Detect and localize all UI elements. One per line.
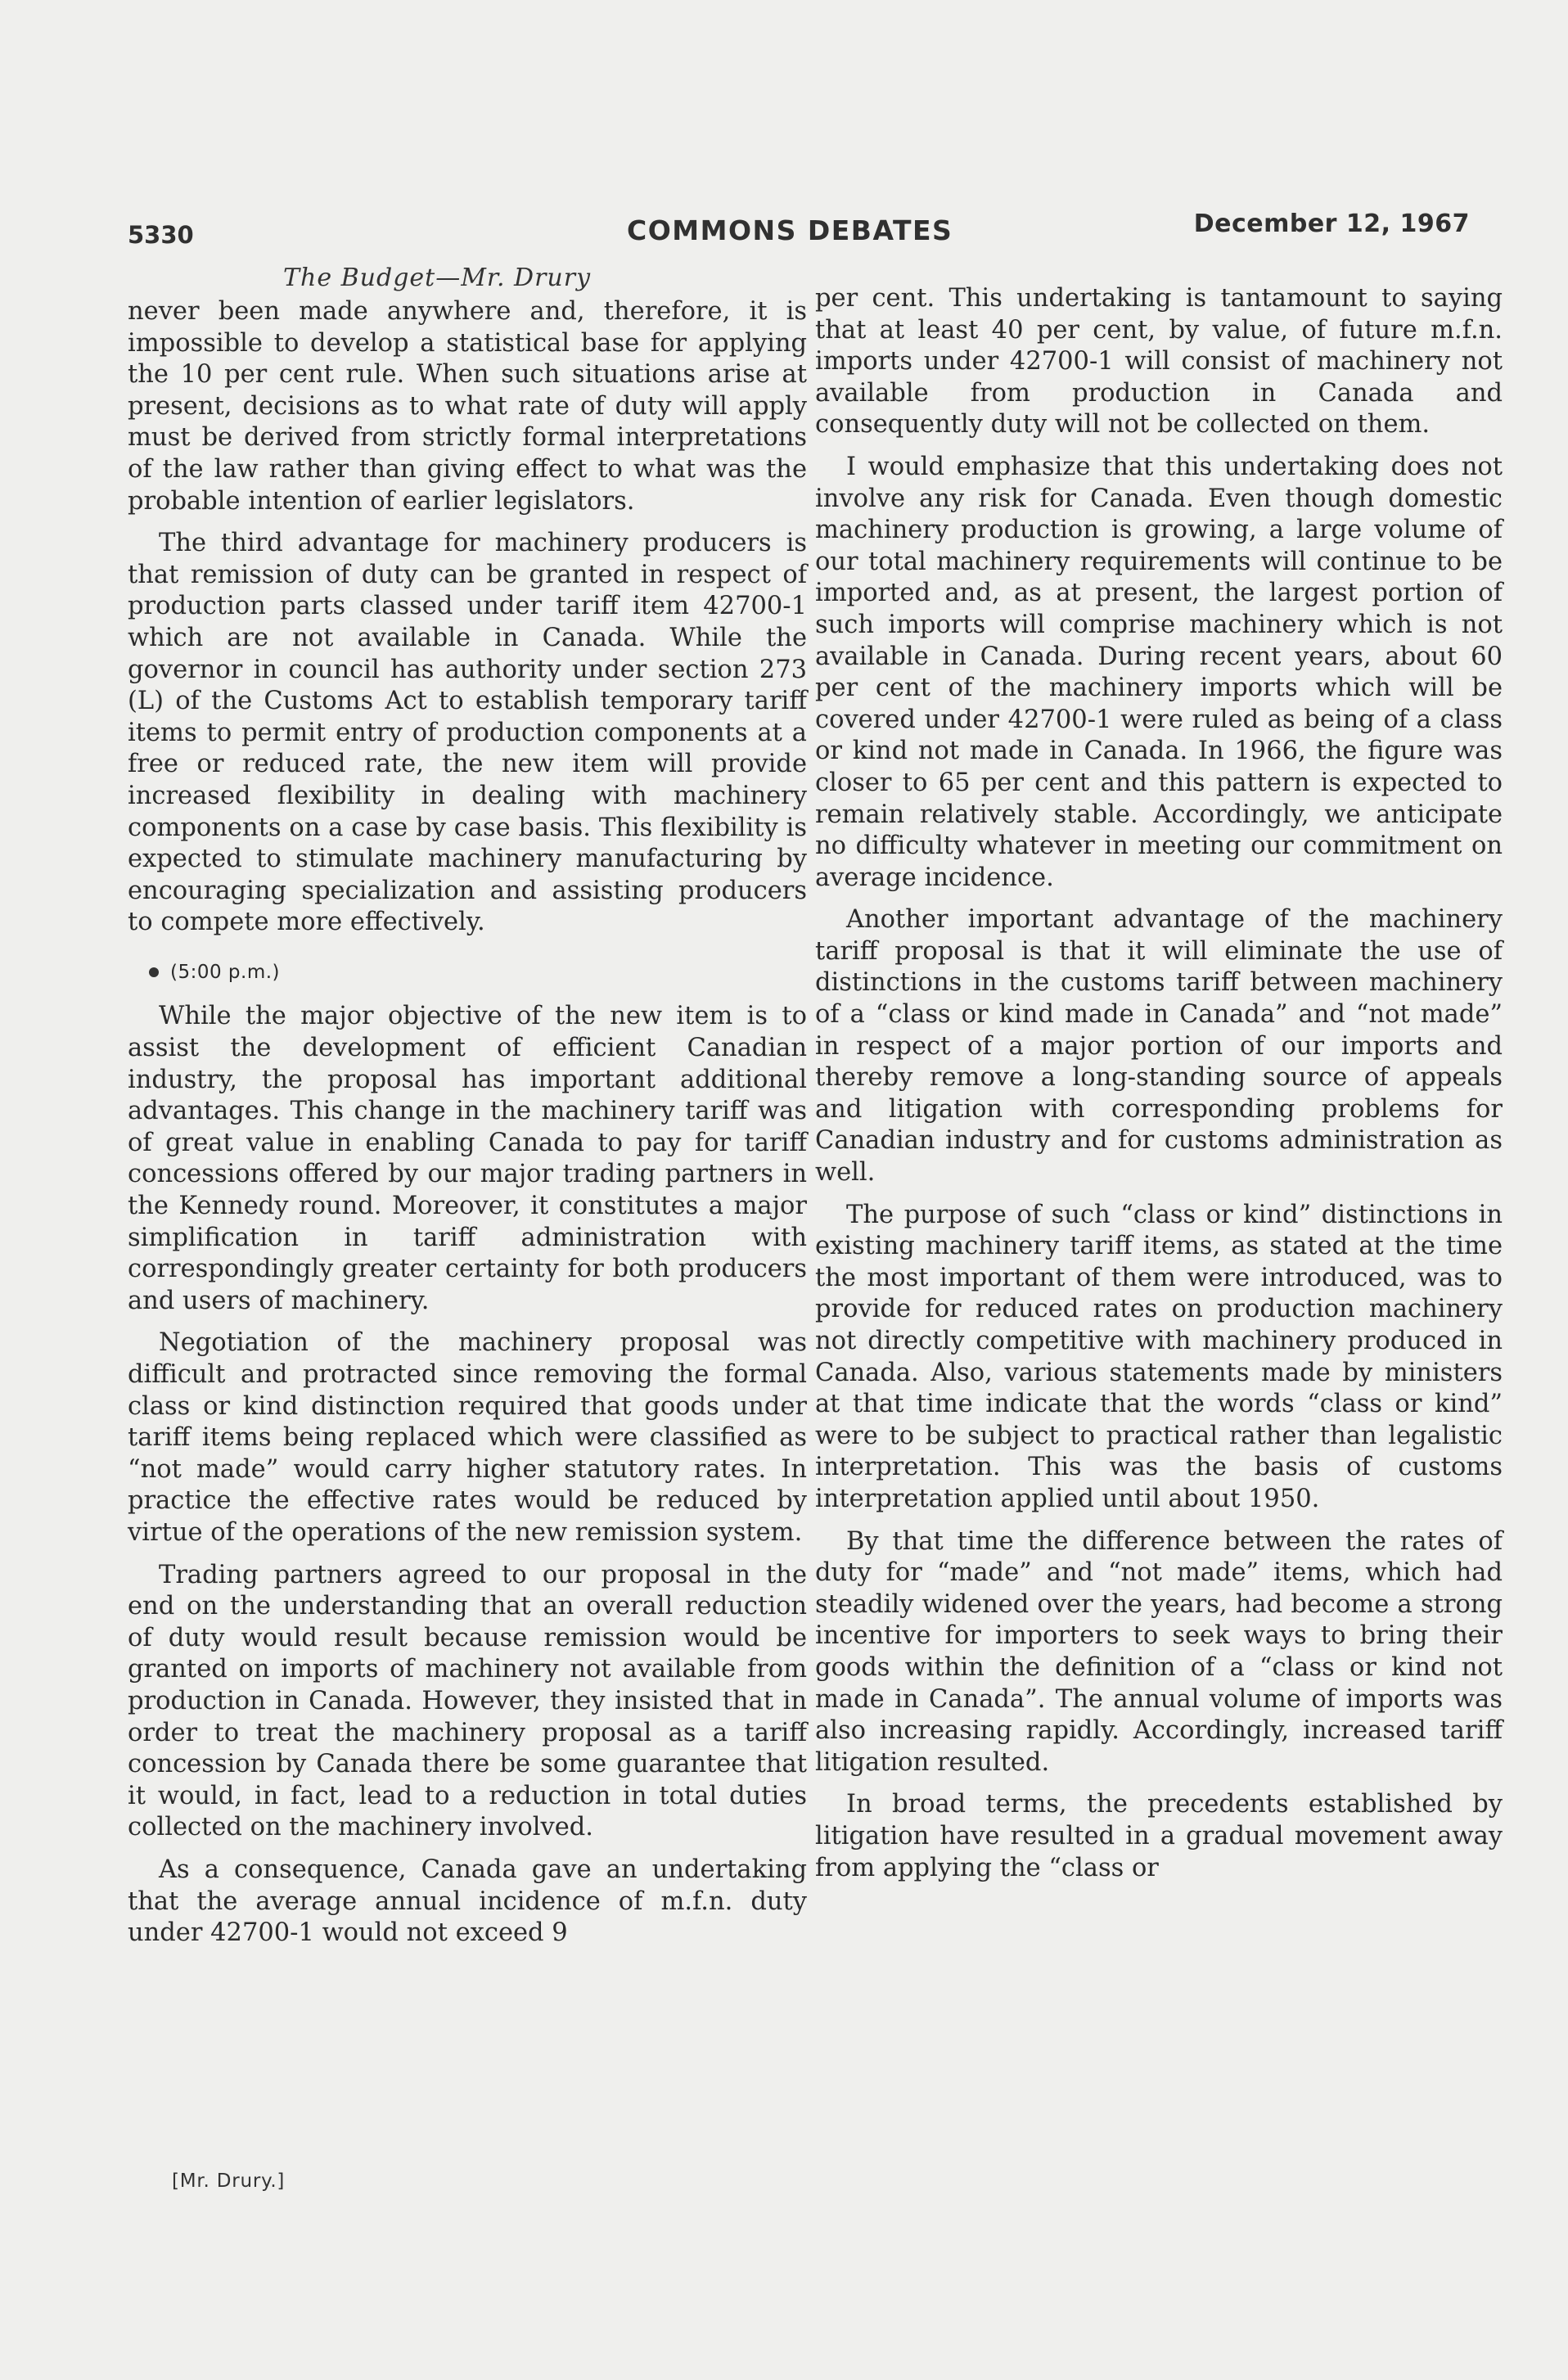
paragraph: In broad terms, the precedents established by litigation have resulted in a gradual movement away from applying the “class or — [815, 1790, 1503, 1882]
page-number: 5330 — [128, 221, 194, 249]
left-column — [128, 296, 807, 1950]
publication-title: COMMONS DEBATES — [627, 214, 953, 246]
paragraph: Trading partners agreed to our proposal in the end on the understanding that an overall reduction of duty would result because remission would be granted on imports of machinery not available from production in Canada. However, they insisted that in order to treat the machinery proposal as a tariff concession by Canada there be some guarantee that it would, in fact, lead to a reduction in total duties collected on the machinery involved. — [128, 1560, 807, 1842]
page-header — [128, 210, 1470, 250]
paragraph: per cent. This undertaking is tantamount to saying that at least 40 per cent, by value, of future m.f.n. imports under 42700-1 will consist of machinery not available from production in Canada and consequently duty will not be collected on them. — [815, 284, 1503, 439]
right-column — [815, 283, 1503, 1884]
time-marker — [149, 957, 807, 989]
time-text: (5:00 p.m.) — [170, 961, 281, 983]
paragraph: As a consequence, Canada gave an undertaking that the average annual incidence of m.f.n. duty under 42700-1 would not exceed 9 — [128, 1855, 807, 1948]
paragraph: Negotiation of the machinery proposal was difficult and protracted since removing the formal class or kind distinction required that goods under tariff items being replaced which were classified as “not made” would carry higher statutory rates. In practice the effective rates would be reduced by virtue of the operations of the new remission system. — [128, 1328, 807, 1547]
header-date: December 12, 1967 — [1193, 210, 1470, 238]
paragraph: The third advantage for machinery producers is that remission of duty can be granted in respect of production parts classed under tariff item 42700-1 which are not available in Canada. While the governor in council has authority under section 273 (L) of the Customs Act to establish temporary tariff items to permit entry of production components at a free or reduced rate, the new item will provide increased flexibility in dealing with machinery components on a case by case basis. This flexibility is expected to stimulate machinery manufacturing by encouraging specialization and assisting producers to compete more effectively. — [128, 529, 807, 937]
running-head: The Budget—Mr. Drury — [283, 264, 592, 292]
paragraph: never been made anywhere and, therefore, it is impossible to develop a statistical base for applying the 10 per cent rule. When such situations arise at present, decisions as to what rate of duty will apply must be derived from strictly formal interpretations of the law rather than giving effect to what was the probable intention of earlier legislators. — [128, 297, 807, 516]
speaker-footer: [Mr. Drury.] — [172, 2170, 286, 2192]
paragraph: Another important advantage of the machinery tariff proposal is that it will eliminate the use of distinctions in the customs tariff between machinery of a “class or kind made in Canada” and “not made” in respect of a major portion of our imports and thereby remove a long-standing source of appeals and litigation with corresponding problems for Canadian industry and for customs administration as well. — [815, 905, 1503, 1188]
paragraph: While the major objective of the new item is to assist the development of efficient Canadian industry, the proposal has important additional advantages. This change in the machinery tariff was of great value in enabling Canada to pay for tariff concessions offered by our major trading partners in the Kennedy round. Moreover, it constitutes a major simplification in tariff administration with correspondingly greater certainty for both producers and users of machinery. — [128, 1002, 807, 1315]
paragraph: I would emphasize that this undertaking does not involve any risk for Canada. Even though domestic machinery production is growing, a large volume of our total machinery requirements will continue to be imported and, as at present, the largest portion of such imports will comprise machinery which is not available in Canada. During recent years, about 60 per cent of the machinery imports which will be covered under 42700-1 were ruled as being of a class or kind not made in Canada. In 1966, the figure was closer to 65 per cent and this pattern is expected to remain relatively stable. Accordingly, we anticipate no difficulty whatever in meeting our commitment on average incidence. — [815, 452, 1503, 892]
paragraph: By that time the difference between the rates of duty for “made” and “not made” items, which had steadily widened over the years, had become a strong incentive for importers to seek ways to bring their goods within the definition of a “class or kind not made in Canada”. The annual volume of imports was also increasing rapidly. Accordingly, increased tariff litigation resulted. — [815, 1526, 1503, 1777]
paragraph: The purpose of such “class or kind” distinctions in existing machinery tariff items, as stated at the time the most important of them were introduced, was to provide for reduced rates on production machinery not directly competitive with machinery produced in Canada. Also, various statements made by ministers at that time indicate that the words “class or kind” were to be subject to practical rather than legalistic interpretation. This was the basis of customs interpretation applied until about 1950. — [815, 1200, 1503, 1513]
bullet-icon — [149, 967, 159, 977]
